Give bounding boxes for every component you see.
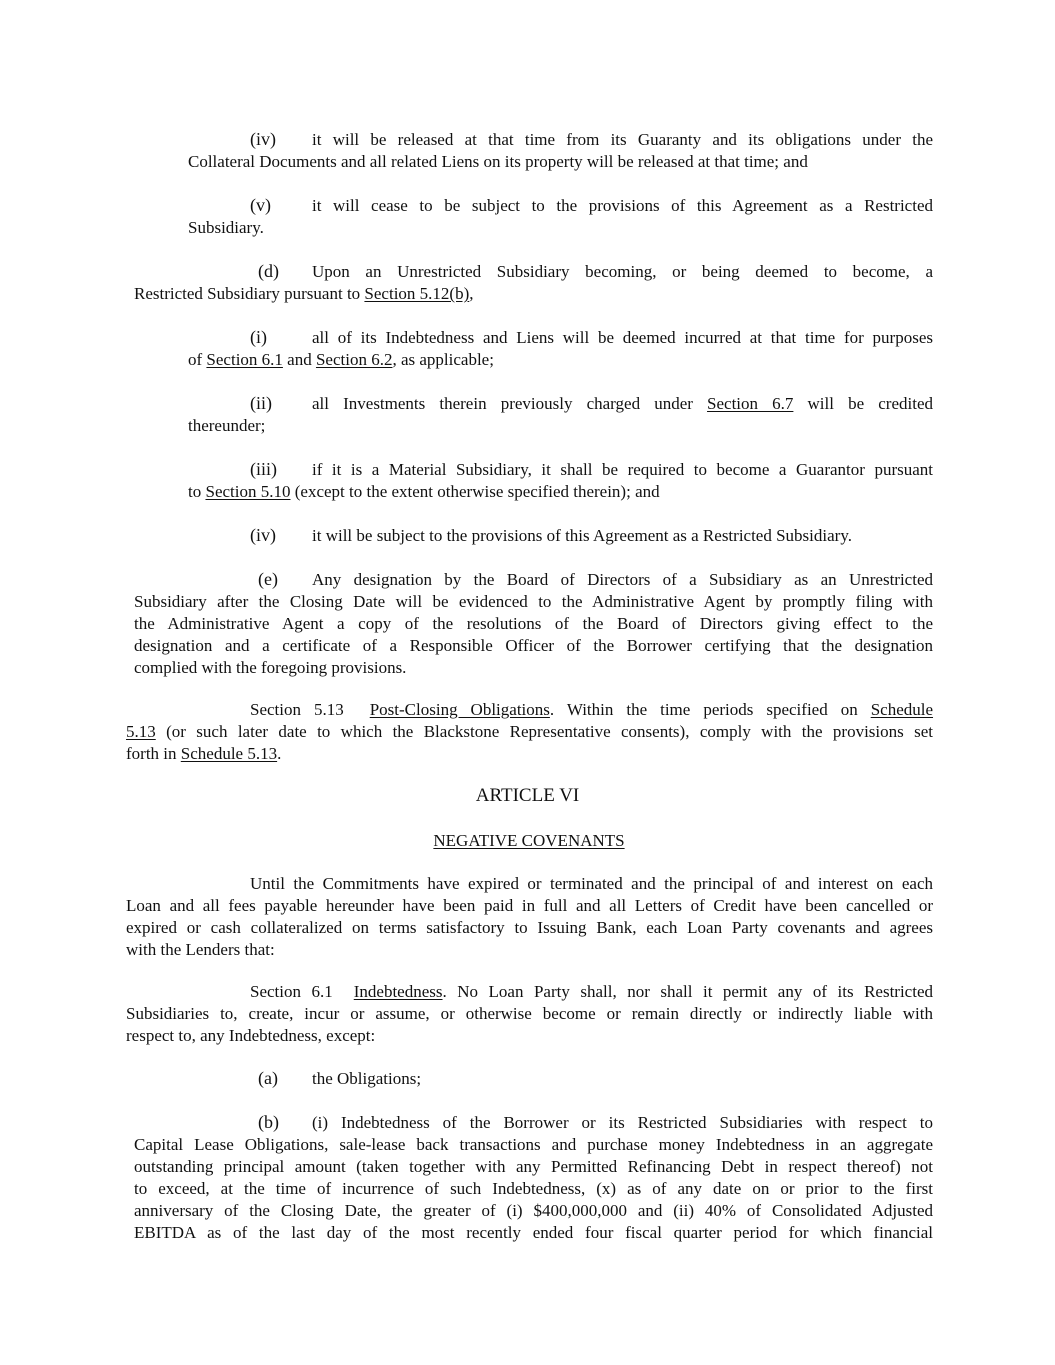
section-6-1-line2: Subsidiaries to, create, incur or assume, or otherwise become or remain directly or indirectly liable with: [126, 1004, 933, 1023]
clause-6-1-b-line4: to exceed, at the time of incurrence of such Indebtedness, (x) as of any date on or prior to the first: [134, 1179, 933, 1198]
section-5-13-line3: forth in Schedule 5.13.: [126, 744, 282, 763]
section-ref-link[interactable]: Section 6.7: [707, 394, 794, 413]
section-number: Section 6.1: [250, 982, 333, 1001]
clause-label: (iv): [250, 525, 276, 545]
clause-iv-release-line1: (iv) it will be released at that time from its Guaranty and its obligations under the: [250, 129, 933, 149]
clause-v-line2: Subsidiary.: [188, 218, 264, 237]
section-ref-link[interactable]: Section 6.2: [315, 350, 393, 369]
section-5-13-line1: Section 5.13 Post-Closing Obligations. Within the time periods specified on Schedule: [250, 700, 934, 719]
clause-label: (v): [250, 195, 271, 215]
section-heading: Post-Closing Obligations: [369, 700, 550, 719]
clause-6-1-a: (a) the Obligations;: [258, 1068, 422, 1088]
schedule-ref-link[interactable]: Schedule: [870, 700, 934, 719]
intro-line1: Until the Commitments have expired or terminated and the principal of and interest on each: [250, 874, 933, 893]
section-number: Section 5.13: [250, 700, 344, 719]
intro-line3: expired or cash collateralized on terms satisfactory to Issuing Bank, each Loan Party covenants and agrees: [126, 918, 933, 937]
clause-d-i-line2: of Section 6.1 and Section 6.2, as applicable;: [188, 350, 494, 369]
clause-e-line4: designation and a certificate of a Responsible Officer of the Borrower certifying that the designation: [134, 636, 933, 655]
section-6-1-line3: respect to, any Indebtedness, except:: [126, 1026, 376, 1045]
clause-e-line5: complied with the foregoing provisions.: [134, 658, 407, 677]
intro-line4: with the Lenders that:: [126, 940, 275, 959]
clause-label: (ii): [250, 393, 272, 413]
clause-6-1-b-line2: Capital Lease Obligations, sale-lease back transactions and purchase money Indebtedness in an aggregate: [134, 1135, 933, 1154]
clause-label: (b): [258, 1112, 279, 1132]
clause-v-line1: (v) it will cease to be subject to the provisions of this Agreement as a Restricted: [250, 195, 933, 215]
schedule-ref-link[interactable]: 5.13: [126, 722, 156, 741]
clause-e-line2: Subsidiary after the Closing Date will be evidenced to the Administrative Agent by promptly filing with: [134, 592, 933, 611]
schedule-ref-link[interactable]: Schedule 5.13: [180, 744, 278, 763]
clause-d-iv: (iv) it will be subject to the provisions of this Agreement as a Restricted Subsidiary.: [250, 525, 852, 545]
clause-6-1-b-line5: anniversary of the Closing Date, the greater of (i) $400,000,000 and (ii) 40% of Consolidated Adjusted: [134, 1201, 933, 1220]
clause-d-iii-line2: to Section 5.10 (except to the extent otherwise specified therein); and: [188, 482, 660, 501]
clause-label: (e): [258, 569, 278, 589]
section-5-13-line2: 5.13 (or such later date to which the Blackstone Representative consents), comply with the provisions set: [126, 722, 933, 741]
clause-d-line1: (d) Upon an Unrestricted Subsidiary becoming, or being deemed to become, a: [258, 261, 933, 281]
clause-d-ii-line2: thereunder;: [188, 416, 266, 435]
clause-d-line2: Restricted Subsidiary pursuant to Section 5.12(b),: [134, 284, 474, 303]
clause-label: (iv): [250, 129, 276, 149]
clause-d-ii-line1: (ii) all Investments therein previously charged under Section 6.7 will be credited: [250, 393, 933, 413]
clause-label: (d): [258, 261, 279, 281]
section-6-1-line1: Section 6.1 Indebtedness. No Loan Party shall, nor shall it permit any of its Restricted: [250, 982, 933, 1001]
clause-iv-release-line2: Collateral Documents and all related Liens on its property will be released at that time; and: [188, 152, 808, 171]
clause-label: (iii): [250, 459, 277, 479]
clause-e-line1: (e) Any designation by the Board of Directors of a Subsidiary as an Unrestricted: [258, 569, 933, 589]
clause-e-line3: the Administrative Agent a copy of the resolutions of the Board of Directors giving effect to the: [134, 614, 933, 633]
article-title: ARTICLE VI: [475, 785, 580, 806]
clause-d-iii-line1: (iii) if it is a Material Subsidiary, it shall be required to become a Guarantor pursuant: [250, 459, 933, 479]
clause-6-1-b-line6: EBITDA as of the last day of the most recently ended four fiscal quarter period for which financial: [134, 1223, 933, 1242]
clause-6-1-b-line3: outstanding principal amount (taken together with any Permitted Refinancing Debt in respect thereof) not: [134, 1157, 933, 1176]
section-ref-link[interactable]: Section 5.12(b): [364, 284, 470, 303]
intro-line2: Loan and all fees payable hereunder have been paid in full and all Letters of Credit have been cancelled or: [126, 896, 933, 915]
clause-d-i-line1: (i) all of its Indebtedness and Liens will be deemed incurred at that time for purposes: [250, 327, 933, 347]
clause-label: (a): [258, 1068, 278, 1088]
clause-6-1-b-line1: (b) (i) Indebtedness of the Borrower or its Restricted Subsidiaries with respect to: [258, 1112, 933, 1132]
section-ref-link[interactable]: Section 5.10: [205, 482, 291, 501]
article-subtitle: NEGATIVE COVENANTS: [433, 831, 625, 850]
clause-label: (i): [250, 327, 267, 347]
section-ref-link[interactable]: Section 6.1: [206, 350, 283, 369]
section-heading: Indebtedness: [353, 982, 443, 1001]
